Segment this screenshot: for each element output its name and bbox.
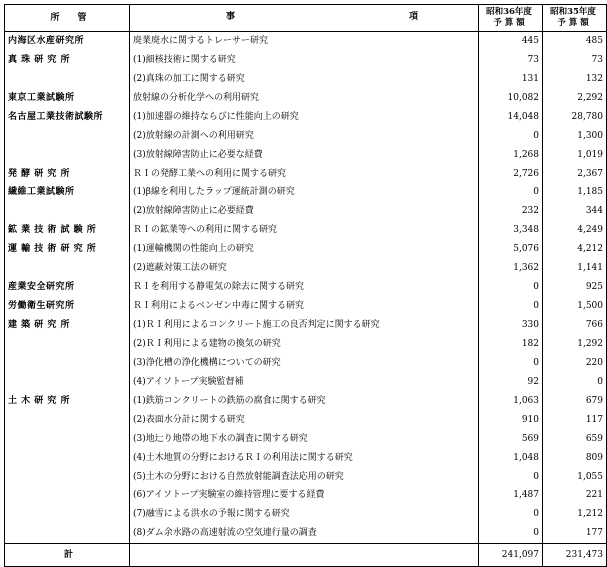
- row-org: 繊維工業試験所: [5, 184, 130, 203]
- row-year1-value: 569: [479, 430, 543, 449]
- table-row: [5, 146, 607, 165]
- header-item-left-label: 事: [226, 12, 236, 22]
- row-year1-value: 2,726: [479, 165, 543, 184]
- row-item: (1)鉄筋コンクリートの鉄筋の腐食に関する研究: [130, 392, 479, 411]
- table-row: [5, 316, 607, 335]
- row-year2-value: 659: [543, 430, 607, 449]
- row-year2-value: 177: [543, 524, 607, 543]
- row-item: ＲＩを利用する静電気の除去に関する研究: [130, 278, 479, 297]
- header-year2: [543, 5, 607, 32]
- header-year2-line1: 昭和35年度: [550, 7, 596, 17]
- row-year1-value: 5,076: [479, 240, 543, 259]
- row-year1-value: 0: [479, 354, 543, 373]
- total-label: 計: [5, 544, 130, 567]
- row-year2-value: 1,500: [543, 297, 607, 316]
- row-org: [5, 505, 130, 524]
- row-year2-value: 2,292: [543, 89, 607, 108]
- row-year1-value: 0: [479, 524, 543, 543]
- row-org: 建 築 研 究 所: [5, 316, 130, 335]
- row-year2-value: 2,367: [543, 165, 607, 184]
- row-year2-value: 1,300: [543, 127, 607, 146]
- row-org: 労働衛生研究所: [5, 297, 130, 316]
- total-item-empty: [130, 544, 479, 567]
- row-year2-value: 221: [543, 487, 607, 506]
- row-year1-value: 14,048: [479, 108, 543, 127]
- row-year1-value: 0: [479, 278, 543, 297]
- row-year2-value: 4,249: [543, 221, 607, 240]
- row-org: [5, 259, 130, 278]
- row-year1-value: 0: [479, 127, 543, 146]
- table-row: [5, 165, 607, 184]
- row-item: ＲＩの発酵工業への利用に関する研究: [130, 165, 479, 184]
- row-item: (3)地辷り地帯の地下水の調査に関する研究: [130, 430, 479, 449]
- row-year1-value: 1,487: [479, 487, 543, 506]
- table-row: [5, 297, 607, 316]
- table-row: [5, 240, 607, 259]
- row-org: 内海区水産研究所: [5, 32, 130, 51]
- row-item: (2)放射線障害防止に必要経費: [130, 202, 479, 221]
- row-org: 運 輸 技 術 研 究 所: [5, 240, 130, 259]
- row-org: [5, 524, 130, 543]
- budget-table-container: [4, 4, 607, 567]
- row-year2-value: 28,780: [543, 108, 607, 127]
- row-item: (2)遮蔽対策工法の研究: [130, 259, 479, 278]
- row-year1-value: 0: [479, 468, 543, 487]
- row-year2-value: 809: [543, 449, 607, 468]
- row-org: [5, 468, 130, 487]
- row-org: [5, 70, 130, 89]
- table-row: [5, 487, 607, 506]
- row-year1-value: 0: [479, 505, 543, 524]
- table-row: [5, 468, 607, 487]
- row-year1-value: 182: [479, 335, 543, 354]
- row-year2-value: 1,185: [543, 184, 607, 203]
- row-year1-value: 1,268: [479, 146, 543, 165]
- table-row: [5, 524, 607, 543]
- header-org-label: 所 管: [50, 12, 87, 23]
- row-year2-value: 766: [543, 316, 607, 335]
- budget-table: [4, 4, 607, 567]
- row-year1-value: 92: [479, 373, 543, 392]
- row-year1-value: 0: [479, 297, 543, 316]
- row-item: (3)放射線障害防止に必要な経費: [130, 146, 479, 165]
- row-org: 鉱 業 技 術 試 験 所: [5, 221, 130, 240]
- row-item: (1)β線を利用したラップ運統計測の研究: [130, 184, 479, 203]
- row-org: 東京工業試験所: [5, 89, 130, 108]
- table-row: [5, 202, 607, 221]
- row-year2-value: 679: [543, 392, 607, 411]
- row-year1-value: 1,362: [479, 259, 543, 278]
- row-year2-value: 73: [543, 51, 607, 70]
- row-item: (4)土木地質の分野におけるＲＩの利用法に関する研究: [130, 449, 479, 468]
- row-org: [5, 202, 130, 221]
- row-org: 産業安全研究所: [5, 278, 130, 297]
- row-year1-value: 0: [479, 184, 543, 203]
- row-item: (3)浄化槽の浄化機構についての研究: [130, 354, 479, 373]
- row-year2-value: 1,141: [543, 259, 607, 278]
- table-row: [5, 51, 607, 70]
- row-year2-value: 220: [543, 354, 607, 373]
- row-item: (2)放射線の計測への利用研究: [130, 127, 479, 146]
- row-org: [5, 127, 130, 146]
- table-row: [5, 259, 607, 278]
- total-row: [5, 544, 607, 567]
- table-row: [5, 278, 607, 297]
- header-item-right-label: 項: [408, 12, 418, 22]
- row-year1-value: 910: [479, 411, 543, 430]
- row-year2-value: 485: [543, 32, 607, 51]
- table-row: [5, 411, 607, 430]
- row-year1-value: 131: [479, 70, 543, 89]
- row-item: (6)アイソトープ実験室の維持管理に要する経費: [130, 487, 479, 506]
- row-org: [5, 430, 130, 449]
- row-org: [5, 146, 130, 165]
- row-year1-value: 232: [479, 202, 543, 221]
- row-year2-value: 925: [543, 278, 607, 297]
- row-year2-value: 132: [543, 70, 607, 89]
- row-year2-value: 1,212: [543, 505, 607, 524]
- header-year1: [479, 5, 543, 32]
- row-item: ＲＩ利用によるベンゼン中毒に関する研究: [130, 297, 479, 316]
- row-year2-value: 4,212: [543, 240, 607, 259]
- row-org: [5, 487, 130, 506]
- header-year1-line1: 昭和36年度: [486, 7, 532, 17]
- row-item: (1)ＲＩ利用によるコンクリート施工の良否判定に関する研究: [130, 316, 479, 335]
- row-year2-value: 344: [543, 202, 607, 221]
- table-row: [5, 373, 607, 392]
- row-org: 真 珠 研 究 所: [5, 51, 130, 70]
- row-item: (8)ダム余水路の高速射流の空気連行量の調査: [130, 524, 479, 543]
- table-row: [5, 505, 607, 524]
- row-org: [5, 335, 130, 354]
- header-item: [130, 5, 479, 32]
- row-year2-value: 1,019: [543, 146, 607, 165]
- row-org: 土 木 研 究 所: [5, 392, 130, 411]
- header-row: [5, 5, 607, 32]
- row-year1-value: 73: [479, 51, 543, 70]
- row-year1-value: 3,348: [479, 221, 543, 240]
- row-org: [5, 354, 130, 373]
- row-org: [5, 411, 130, 430]
- table-row: [5, 127, 607, 146]
- table-body: [5, 32, 607, 544]
- row-item: (2)真珠の加工に関する研究: [130, 70, 479, 89]
- row-org: [5, 449, 130, 468]
- row-item: (1)運輸機関の性能向上の研究: [130, 240, 479, 259]
- row-year2-value: 1,292: [543, 335, 607, 354]
- table-row: [5, 70, 607, 89]
- header-year1-line2: 予 算 額: [493, 18, 525, 28]
- header-org: [5, 5, 130, 32]
- row-org: 名古屋工業技術試験所: [5, 108, 130, 127]
- row-year1-value: 445: [479, 32, 543, 51]
- row-item: 放射線の分析化学への利用研究: [130, 89, 479, 108]
- row-item: (1)加速器の維持ならびに性能向上の研究: [130, 108, 479, 127]
- total-year1: 241,097: [479, 544, 543, 567]
- row-item: (1)細核技術に関する研究: [130, 51, 479, 70]
- row-year1-value: 1,048: [479, 449, 543, 468]
- table-row: [5, 108, 607, 127]
- row-item: (2)ＲＩ利用による建物の換気の研究: [130, 335, 479, 354]
- row-item: (4)アイソトープ実験監督補: [130, 373, 479, 392]
- row-year2-value: 117: [543, 411, 607, 430]
- row-year1-value: 10,082: [479, 89, 543, 108]
- row-org: [5, 373, 130, 392]
- table-row: [5, 184, 607, 203]
- table-row: [5, 392, 607, 411]
- header-year2-line2: 予 算 額: [557, 18, 589, 28]
- row-item: 廃業廃水に関するトレーサー研究: [130, 32, 479, 51]
- row-org: 発 酵 研 究 所: [5, 165, 130, 184]
- table-row: [5, 354, 607, 373]
- table-row: [5, 449, 607, 468]
- row-year2-value: 0: [543, 373, 607, 392]
- row-item: ＲＩの鉱業等への利用に関する研究: [130, 221, 479, 240]
- total-year2: 231,473: [543, 544, 607, 567]
- table-row: [5, 89, 607, 108]
- row-year1-value: 330: [479, 316, 543, 335]
- table-row: [5, 430, 607, 449]
- row-year1-value: 1,063: [479, 392, 543, 411]
- row-item: (5)土木の分野における自然放射能調査法応用の研究: [130, 468, 479, 487]
- row-year2-value: 1,055: [543, 468, 607, 487]
- table-row: [5, 335, 607, 354]
- table-row: [5, 221, 607, 240]
- row-item: (2)表面水分計に関する研究: [130, 411, 479, 430]
- table-row: [5, 32, 607, 51]
- row-item: (7)融雪による洪水の予報に関する研究: [130, 505, 479, 524]
